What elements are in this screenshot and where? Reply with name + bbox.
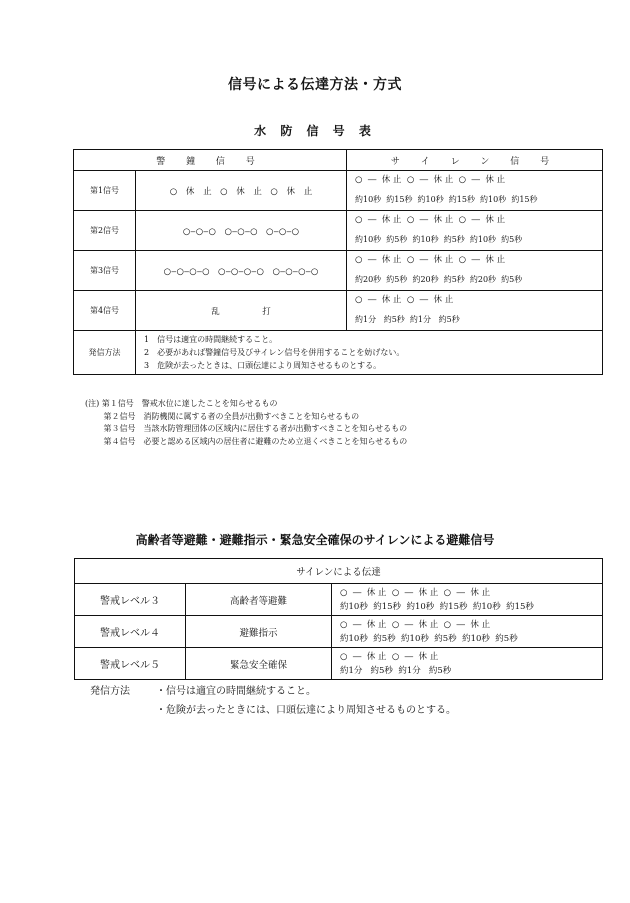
siren-pattern: ○ ― 休 止 ○ ― 休 止 ○ ― 休 止: [355, 215, 506, 225]
method-label: 発信方法: [90, 686, 130, 697]
siren-timing: 約10秒 約15秒 約10秒 約15秒 約10秒 約15秒: [340, 601, 534, 612]
siren-pattern: ○ ― 休 止 ○ ― 休 止 ○ ― 休 止: [355, 255, 506, 265]
method-item: 3 危険が去ったときは、口頭伝達により周知させるものとする。: [144, 361, 382, 370]
siren-signal: [332, 648, 603, 680]
siren-pattern: ○ ― 休 止 ○ ― 休 止 ○ ― 休 止: [340, 619, 491, 630]
method-list: [136, 331, 603, 375]
siren-pattern: ○ ― 休 止 ○ ― 休 止 ○ ― 休 止: [355, 175, 506, 185]
method-list: [156, 682, 456, 720]
method-item: ・危険が去ったときには、口頭伝達により周知させるものとする。: [156, 705, 456, 716]
note-line: 第４信号 必要と認める区域内の居住者に避難のため立退くべきことを知らせるもの: [85, 436, 408, 446]
siren-signal: [347, 251, 603, 291]
siren-pattern: ○ ― 休 止 ○ ― 休 止: [340, 651, 439, 662]
siren-timing: 約10秒 約5秒 約10秒 約5秒 約10秒 約5秒: [340, 633, 518, 644]
siren-signal: [332, 616, 603, 648]
siren-timing: 約1分 約5秒 約1分 約5秒: [355, 315, 460, 324]
siren-signal: [347, 211, 603, 251]
table-row: [74, 291, 603, 331]
notes: [85, 398, 407, 448]
siren-timing: 約10秒 約15秒 約10秒 約15秒 約10秒 約15秒: [355, 195, 538, 204]
siren-signal: [347, 291, 603, 331]
alert-level: 警戒レベル３: [75, 584, 186, 616]
siren-timing: 約10秒 約5秒 約10秒 約5秒 約10秒 約5秒: [355, 235, 523, 244]
evacuation-type: 避難指示: [186, 616, 332, 648]
table-row: [74, 171, 603, 211]
table-row: [75, 616, 603, 648]
method-item: 1 信号は適宜の時間継続すること。: [144, 335, 278, 344]
alert-level: 警戒レベル５: [75, 648, 186, 680]
siren-signal: [347, 171, 603, 211]
header-siren-transmission: サイレンによる伝達: [75, 559, 603, 584]
note-line: 第３信号 当該水防管理団体の区域内に居住する者が出動すべきことを知らせるもの: [85, 424, 408, 433]
evacuation-siren-table: [74, 558, 603, 680]
table-row: [75, 584, 603, 616]
method-item: 2 必要があれば警鐘信号及びサイレン信号を併用することを妨げない。: [144, 348, 405, 357]
section2-title: 高齢者等避難・避難指示・緊急安全確保のサイレンによる避難信号: [135, 533, 495, 547]
keisho-signal: ○‒○‒○‒○ ○‒○‒○‒○ ○‒○‒○‒○: [136, 251, 347, 291]
table2-header-row: [75, 559, 603, 584]
header-siren: サ イ レ ン 信 号: [347, 150, 603, 171]
method-label: 発信方法: [74, 331, 136, 375]
keisho-signal: 乱 打: [136, 291, 347, 331]
note-line: (注) 第１信号 警戒水位に達したことを知らせるもの: [85, 399, 278, 408]
table-row: [75, 648, 603, 680]
table1-header-row: [74, 150, 603, 171]
siren-pattern: ○ ― 休 止 ○ ― 休 止 ○ ― 休 止: [340, 587, 491, 598]
keisho-signal: ○‒○‒○ ○‒○‒○ ○‒○‒○: [136, 211, 347, 251]
table-row: [74, 251, 603, 291]
page-title: 信号による伝達方法・方式: [228, 77, 402, 93]
evacuation-type: 緊急安全確保: [186, 648, 332, 680]
table1-caption: 水 防 信 号 表: [254, 124, 376, 138]
method-item: ・信号は適宜の時間継続すること。: [156, 686, 316, 697]
siren-pattern: ○ ― 休 止 ○ ― 休 止: [355, 295, 454, 305]
keisho-signal: ○ 休 止 ○ 休 止 ○ 休 止: [136, 171, 347, 211]
alert-level: 警戒レベル４: [75, 616, 186, 648]
header-keisho: 警 鐘 信 号: [74, 150, 347, 171]
note-line: 第２信号 消防機関に属する者の全員が出動すべきことを知らせるもの: [85, 411, 360, 421]
row-label: 第2信号: [74, 211, 136, 251]
method-row: [74, 331, 603, 375]
siren-timing: 約1分 約5秒 約1分 約5秒: [340, 665, 452, 676]
table-row: [74, 211, 603, 251]
row-label: 第3信号: [74, 251, 136, 291]
row-label: 第1信号: [74, 171, 136, 211]
water-defense-signal-table: [73, 149, 603, 375]
siren-timing: 約20秒 約5秒 約20秒 約5秒 約20秒 約5秒: [355, 275, 523, 284]
siren-signal: [332, 584, 603, 616]
evacuation-type: 高齢者等避難: [186, 584, 332, 616]
row-label: 第4信号: [74, 291, 136, 331]
